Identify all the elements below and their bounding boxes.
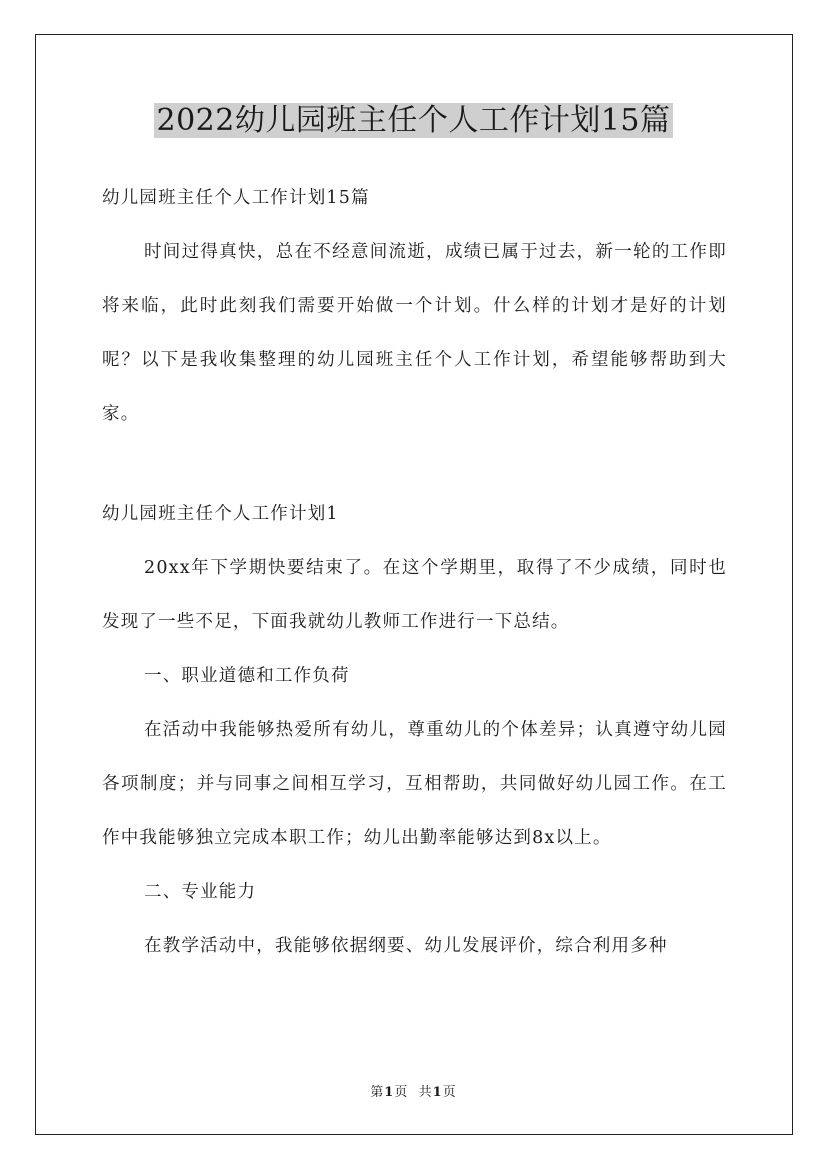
document-body [102, 171, 727, 973]
total-pages: 1 [432, 1085, 443, 1100]
section-gap [102, 441, 727, 487]
subsection-heading: 二、专业能力 [144, 882, 257, 902]
body-paragraph: 在活动中我能够热爱所有幼儿，尊重幼儿的个体差异；认真遵守幼儿园各项制度；并与同事之间相互学习，互相帮助，共同做好幼儿园工作。在工作中我能够独立完成本职工作；幼儿出勤率能够达到8x以上。 [102, 720, 727, 848]
body-paragraph: 在教学活动中，我能够依据纲要、幼儿发展评价，综合利用多种 [144, 936, 668, 956]
body-paragraph: 20xx年下学期快要结束了。在这个学期里，取得了不少成绩，同时也发现了一些不足，下面我就幼儿教师工作进行一下总结。 [102, 558, 727, 632]
page-footer [0, 1084, 827, 1102]
document-title [0, 101, 827, 141]
section-heading: 幼儿园班主任个人工作计划1 [102, 504, 339, 524]
page-suffix: 页 [394, 1085, 409, 1100]
subsection-heading: 一、职业道德和工作负荷 [144, 666, 350, 686]
subtitle-paragraph: 幼儿园班主任个人工作计划15篇 [102, 188, 370, 208]
page-number: 1 [384, 1085, 395, 1100]
total-suffix: 页 [442, 1085, 457, 1100]
intro-paragraph: 时间过得真快，总在不经意间流逝，成绩已属于过去，新一轮的工作即将来临，此时此刻我们需要开始做一个计划。什么样的计划才是好的计划呢？以下是我收集整理的幼儿园班主任个人工作计划，希望能够帮助到大家。 [102, 242, 727, 424]
page-prefix: 第 [370, 1085, 385, 1100]
total-prefix: 共 [418, 1085, 433, 1100]
document-title-text: 2022幼儿园班主任个人工作计划15篇 [156, 103, 671, 138]
